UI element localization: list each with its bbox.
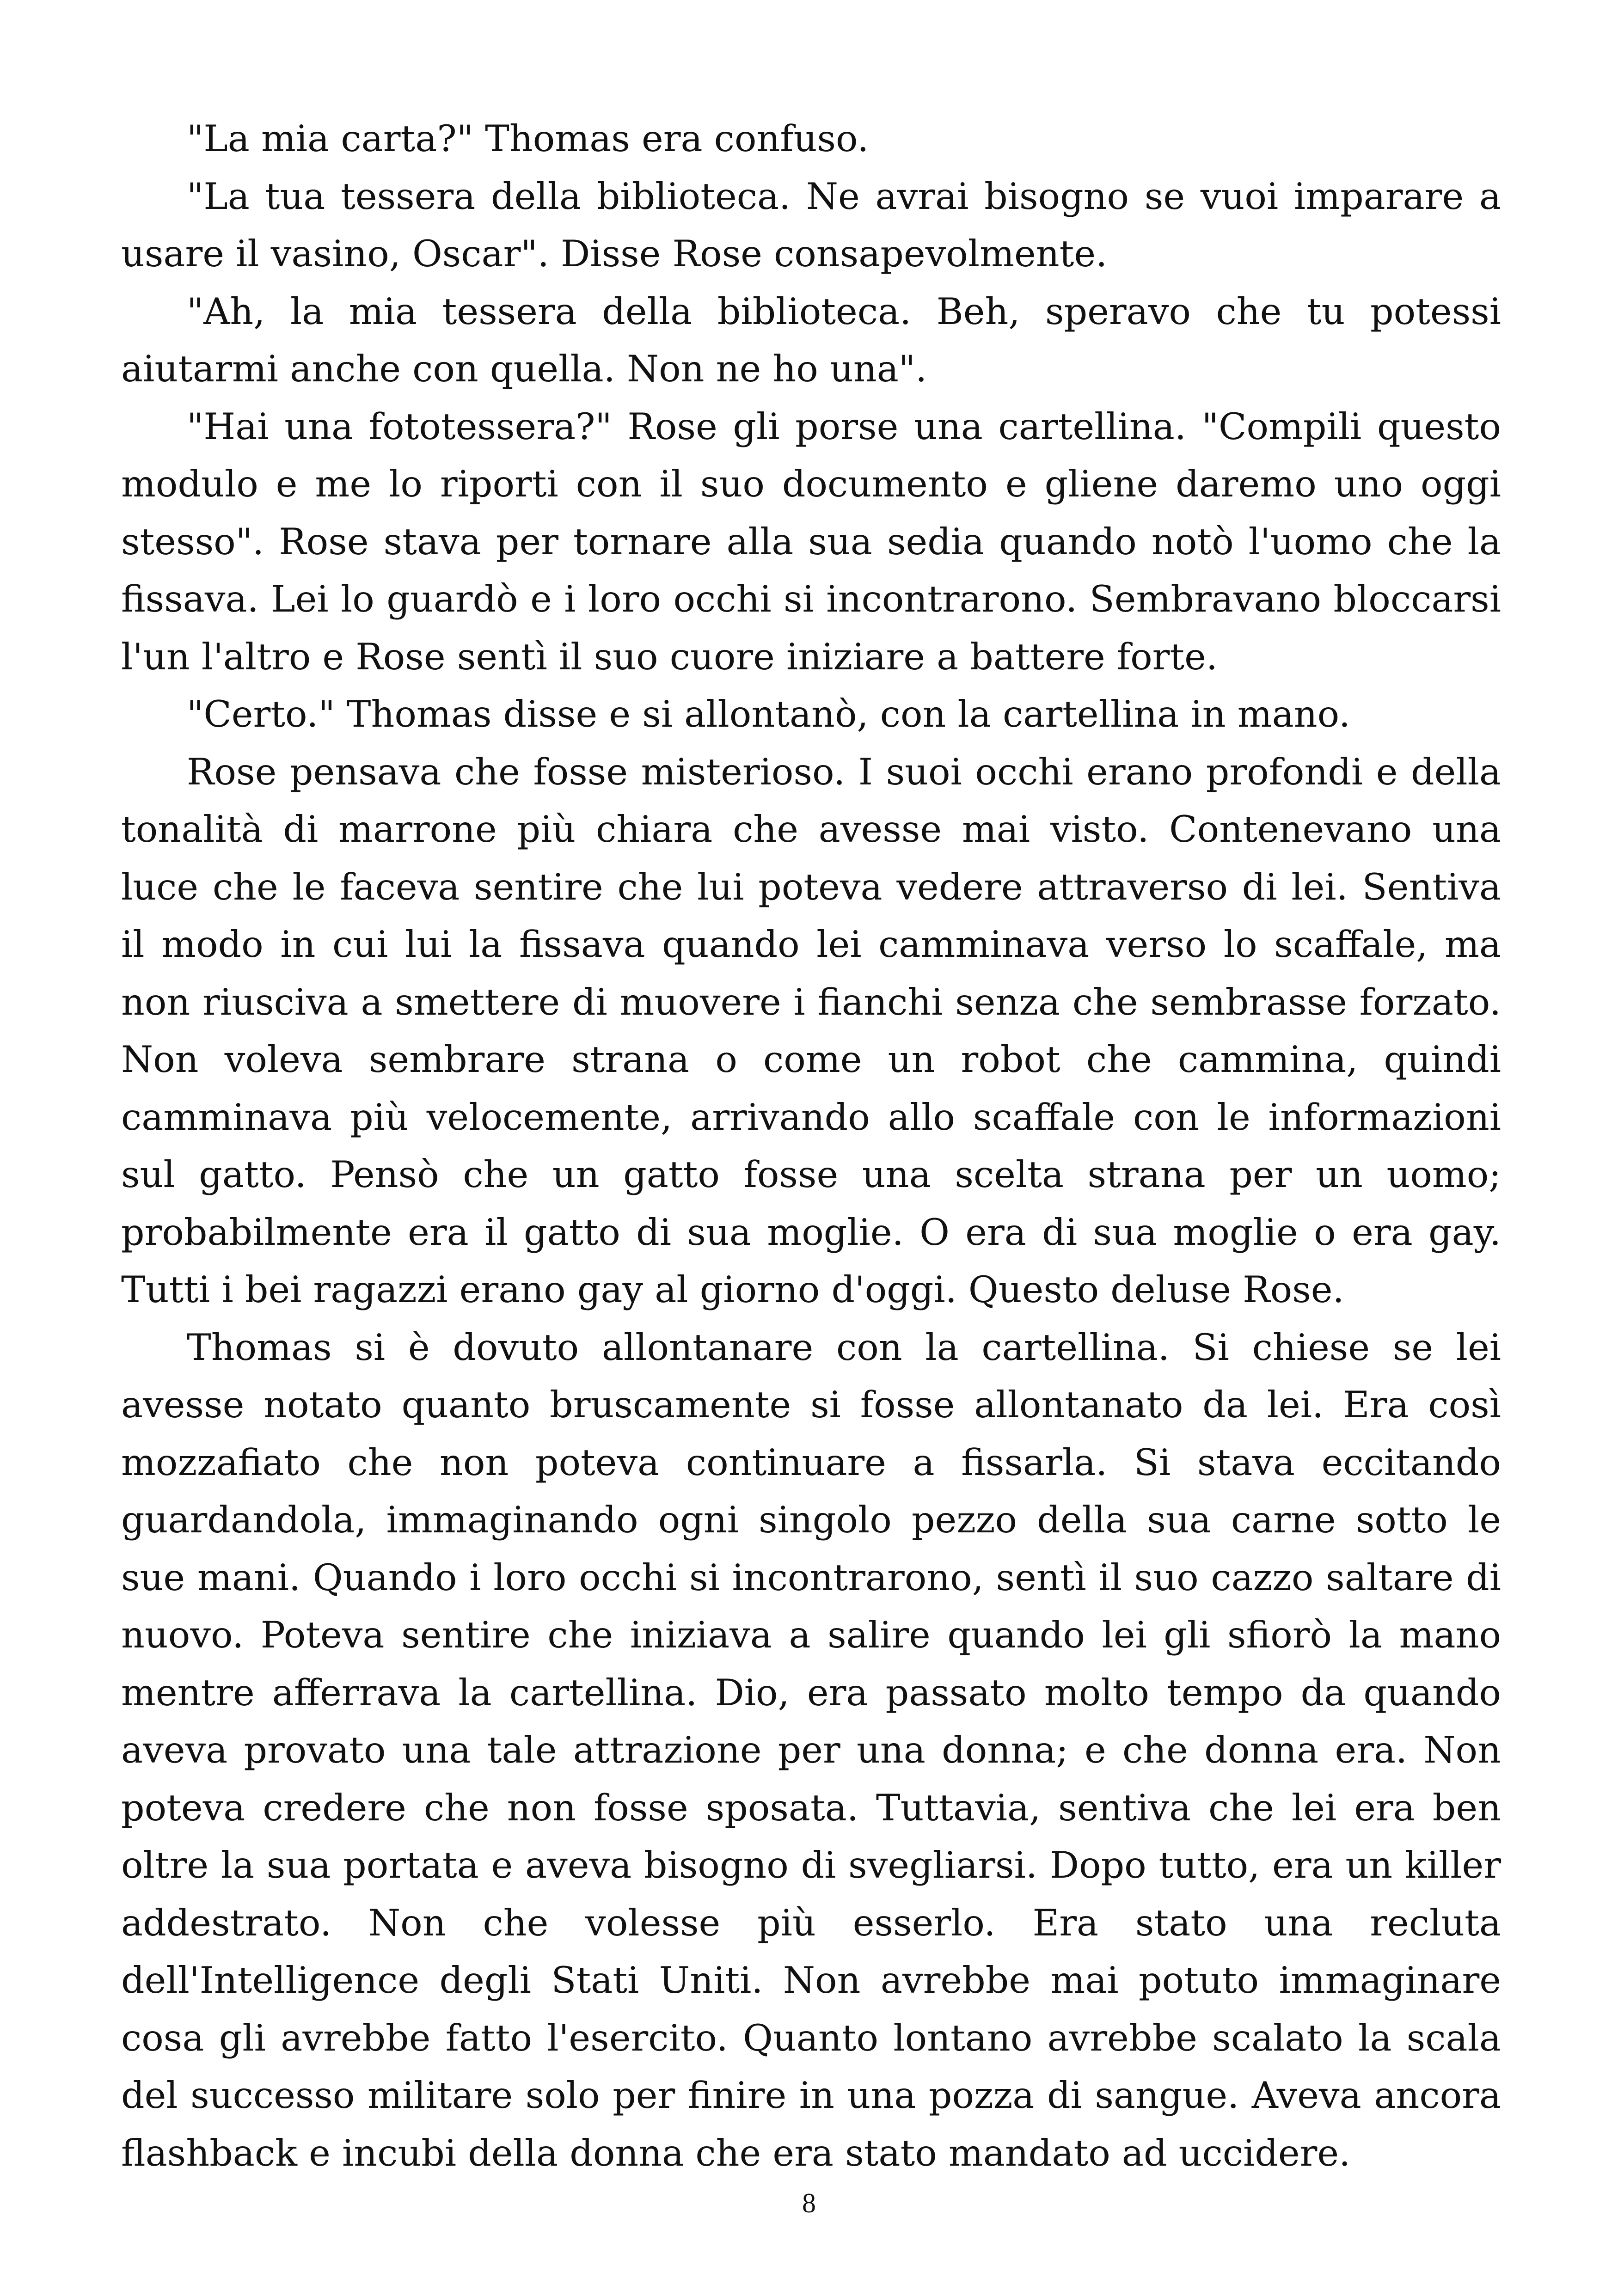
- paragraph: "La mia carta?" Thomas era confuso.: [187, 117, 869, 160]
- page-number: 8: [802, 2188, 816, 2218]
- body-text: [121, 110, 1501, 2182]
- paragraph: "Certo." Thomas disse e si allontanò, con la cartellina in mano.: [187, 693, 1350, 735]
- paragraph: Rose pensava che fosse misterioso. I suoi occhi erano profondi e della tonalità di marrone più chiara che avesse mai visto. Contenevano una luce che le faceva sentire che lui poteva vedere attraverso di lei. Sentiva il modo in cui lui la fissava quando lei camminava verso lo scaffale, ma non riusciva a smettere di muovere i fianchi senza che sembrasse forzato. Non voleva sembrare strana o come un robot che cammina, quindi camminava più velocemente, arrivando allo scaffale con le informazioni sul gatto. Pensò che un gatto fosse una scelta strana per un uomo; probabilmente era il gatto di sua moglie. O era di sua moglie o era gay. Tutti i bei ragazzi erano gay al giorno d'oggi. Questo deluse Rose.: [121, 750, 1501, 1311]
- paragraph: "Ah, la mia tessera della biblioteca. Beh, speravo che tu potessi aiutarmi anche con quella. Non ne ho una".: [121, 290, 1501, 390]
- paragraph: "Hai una fototessera?" Rose gli porse una cartellina. "Compili questo modulo e me lo riporti con il suo documento e gliene daremo uno oggi stesso". Rose stava per tornare alla sua sedia quando notò l'uomo che la fissava. Lei lo guardò e i loro occhi si incontrarono. Sembravano bloccarsi l'un l'altro e Rose sentì il suo cuore iniziare a battere forte.: [121, 405, 1501, 678]
- paragraph: Thomas si è dovuto allontanare con la cartellina. Si chiese se lei avesse notato quanto bruscamente si fosse allontanato da lei. Era così mozzafiato che non poteva continuare a fissarla. Si stava eccitando guardandola, immaginando ogni singolo pezzo della sua carne sotto le sue mani. Quando i loro occhi si incontrarono, sentì il suo cazzo saltare di nuovo. Poteva sentire che iniziava a salire quando lei gli sfiorò la mano mentre afferrava la cartellina. Dio, era passato molto tempo da quando aveva provato una tale attrazione per una donna; e che donna era. Non poteva credere che non fosse sposata. Tuttavia, sentiva che lei era ben oltre la sua portata e aveva bisogno di svegliarsi. Dopo tutto, era un killer addestrato. Non che volesse più esserlo. Era stato una recluta dell'Intelligence degli Stati Uniti. Non avrebbe mai potuto immaginare cosa gli avrebbe fatto l'esercito. Quanto lontano avrebbe scalato la scala del successo militare solo per finire in una pozza di sangue. Aveva ancora flashback e incubi della donna che era stato mandato ad uccidere.: [121, 1326, 1501, 2174]
- paragraph: "La tua tessera della biblioteca. Ne avrai bisogno se vuoi imparare a usare il vasino, Oscar". Disse Rose consapevolmente.: [121, 175, 1501, 275]
